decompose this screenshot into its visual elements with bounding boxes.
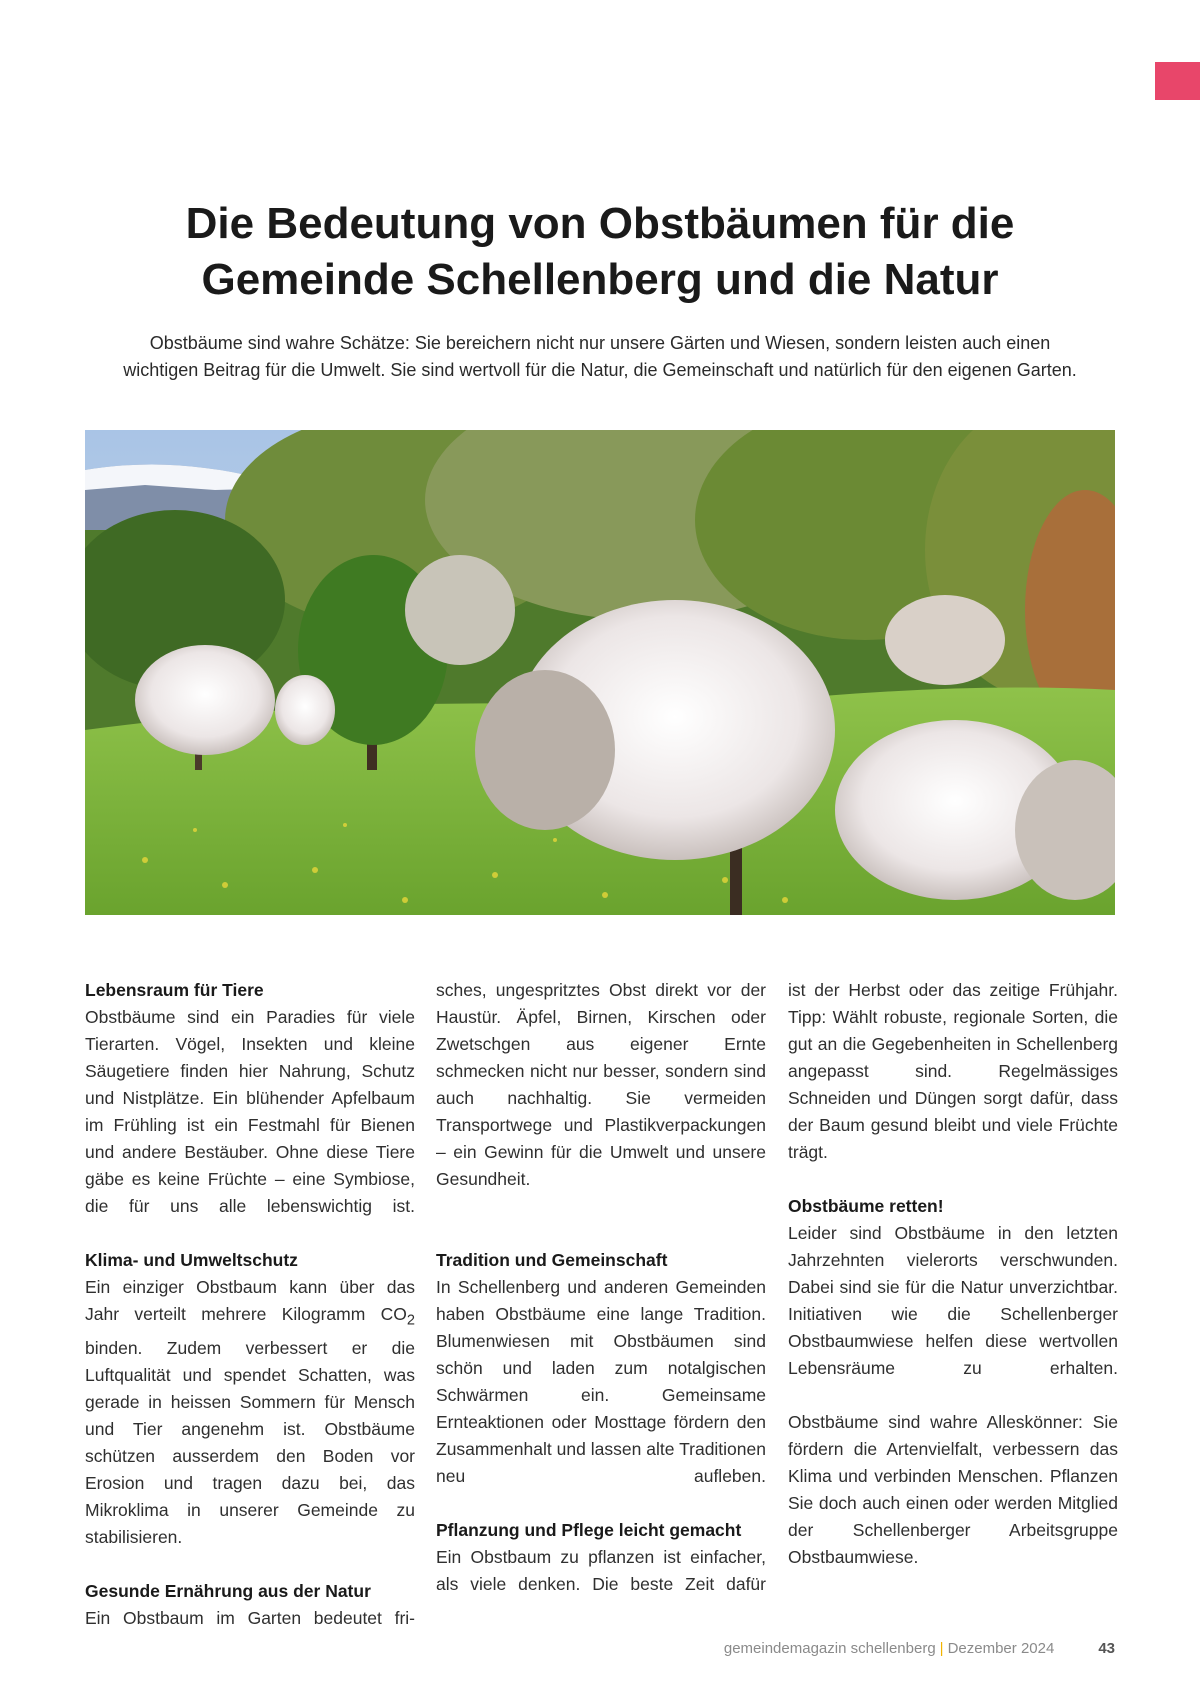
body-pflanzung-part-1: Ein Obstbaum zu pflanzen ist einfacher, als viele denken. Die beste Zeit dafür [436,1547,766,1594]
orchard-meadow-photo [85,430,1115,915]
body-retten: Leider sind Obstbäume in den letzten Jahrzehnten vielerorts verschwunden. Dabei sind sie für die Natur unverzichtbar. Initiativen wie die Schellenberger Obstbaumwiese helfen diese wertvollen Lebensräume zu erhalten. [788,1223,1118,1378]
intro-line-2: wichtigen Beitrag für die Umwelt. Sie sind wertvoll für die Natur, die Gemeinschaft und natürlich für den eigenen Garten. [123,360,1077,380]
title-line-1: Die Bedeutung von Obstbäumen für die [185,199,1015,248]
footer-separator: | [939,1640,944,1657]
heading-klima: Klima- und Umweltschutz [85,1250,298,1270]
body-tradition: In Schellenberg und anderen Gemeinden haben Obstbäume eine lange Tradition. Blumenwiesen mit Obstbäumen sind schön und laden zum notalgischen Schwärmen ein. Gemeinsame Ernteaktionen oder Mosttage fördern den Zusammenhalt und lassen alte Traditionen neu aufleben. [436,1277,766,1486]
text-column-1 [85,977,415,1632]
heading-tradition: Tradition und Gemeinschaft [436,1250,668,1270]
body-klima-part-1: Ein einziger Obstbaum kann über das Jahr verteilt mehrere Kilogramm CO [85,1277,415,1324]
page-number: 43 [1098,1640,1115,1657]
body-klima-part-2: binden. Zudem verbessert er die Luftqualität und spendet Schatten, was gerade in heissen Sommern für Mensch und Tier angenehm ist. Obstbäume schützen ausserdem den Boden vor Erosion und tragen dazu bei, das Mikroklima in unserer Gemeinde zu stabilisieren. [85,1337,415,1547]
body-ernaehrung-part-2: sches, ungespritztes Obst direkt vor der Haustür. Äpfel, Birnen, Kirschen oder Zwetschgen aus eigener Ernte schmecken nicht nur besser, sondern sind auch nachhaltig. Sie vermeiden Transportwege und Plastikverpackungen – ein Gewinn für die Umwelt und unsere Gesundheit. [436,980,766,1189]
heading-ernaehrung: Gesunde Ernährung aus der Natur [85,1580,371,1601]
section-color-tab [1155,62,1200,100]
body-pflanzung-part-2: ist der Herbst oder das zeitige Frühjahr. Tipp: Wählt robuste, regionale Sorten, die gut an die Gegebenheiten in Schellenberg angepasst sind. Regelmässiges Schneiden und Düngen sorgt dafür, dass der Baum gesund bleibt und viele Früchte trägt. [788,980,1118,1162]
body-closing: Obstbäume sind wahre Alleskönner: Sie fördern die Artenvielfalt, verbessern das Klima und verbinden Menschen. Pflanzen Sie doch auch einen oder werden Mitglied der Schellenberger Arbeitsgruppe Obstbaumwiese. [788,1412,1118,1567]
title-line-2: Gemeinde Schellenberg und die Natur [201,255,999,304]
body-lebensraum: Obstbäume sind ein Paradies für viele Tierarten. Vögel, Insekten und kleine Säugetiere finden hier Nahrung, Schutz und Nistplätze. Ein blühender Apfelbaum im Frühling ist ein Festmahl für Bienen und andere Bestäuber. Ohne diese Tiere gäbe es keine Früchte – eine Symbiose, die für uns alle lebenswichtig ist. [85,1007,415,1216]
text-column-2 [436,977,766,1598]
heading-pflanzung: Pflanzung und Pflege leicht gemacht [436,1520,742,1540]
body-klima [85,1274,415,1551]
page-title [80,196,1120,308]
co2-subscript: 2 [406,1312,415,1329]
magazine-name: gemeindemagazin schellenberg [723,1640,936,1657]
page-footer [600,1640,1115,1657]
heading-lebensraum: Lebensraum für Tiere [85,980,264,1000]
heading-retten: Obstbäume retten! [788,1196,944,1216]
text-column-3 [788,977,1118,1571]
intro-text [70,330,1130,384]
intro-line-1: Obstbäume sind wahre Schätze: Sie bereichern nicht nur unsere Gärten und Wiesen, sondern leisten auch einen [149,333,1051,353]
issue-date: Dezember 2024 [947,1640,1055,1657]
body-ernaehrung-part-1: Ein Obstbaum im Garten bedeutet fri- [85,1607,415,1628]
